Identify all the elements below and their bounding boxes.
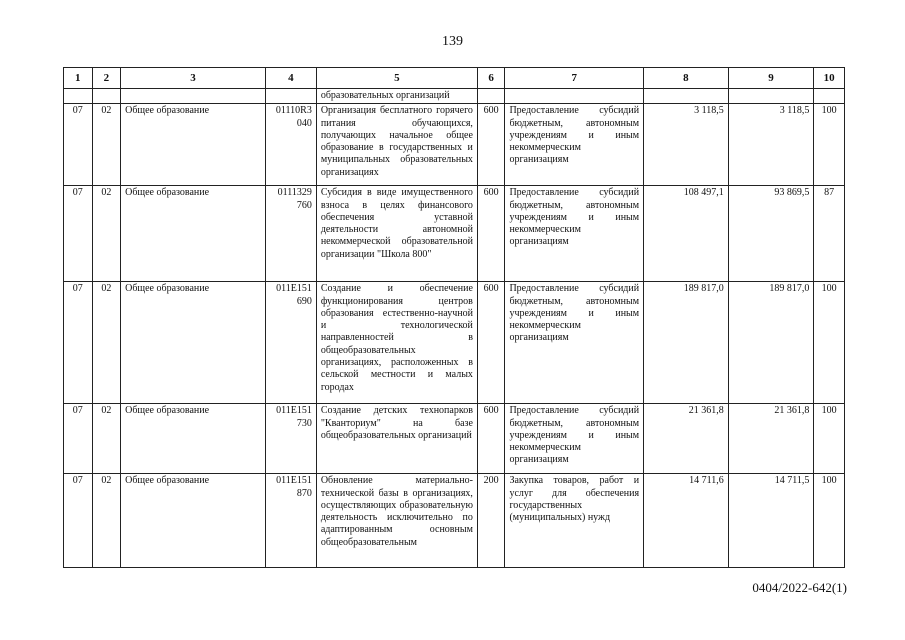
subsection-code: 02 bbox=[92, 474, 121, 568]
table-cell bbox=[644, 89, 729, 104]
section-name: Общее образование bbox=[121, 474, 266, 568]
column-header: 2 bbox=[92, 68, 121, 89]
execution-percent: 100 bbox=[814, 474, 845, 568]
target-name: Организация бесплатного горячего питания обучающихся, получающих начальное общее образование в государственных и муниципальных образовательных организациях bbox=[316, 104, 477, 186]
target-name: Создание детских технопарков "Кванториум" на базе общеобразовательных организаций bbox=[316, 404, 477, 474]
target-code: 0111329 760 bbox=[265, 186, 316, 282]
planned-amount: 21 361,8 bbox=[644, 404, 729, 474]
page-number: 139 bbox=[442, 34, 463, 49]
table-row bbox=[64, 404, 845, 474]
section-name: Общее образование bbox=[121, 186, 266, 282]
subsection-code: 02 bbox=[92, 282, 121, 404]
section-code: 07 bbox=[64, 404, 93, 474]
table-cell bbox=[505, 89, 644, 104]
target-code: 011E151 870 bbox=[265, 474, 316, 568]
expense-type-code: 600 bbox=[477, 186, 505, 282]
continuation-row bbox=[64, 89, 845, 104]
budget-table bbox=[63, 67, 845, 568]
column-header: 6 bbox=[477, 68, 505, 89]
section-name: Общее образование bbox=[121, 282, 266, 404]
column-header: 7 bbox=[505, 68, 644, 89]
expense-type-code: 200 bbox=[477, 474, 505, 568]
execution-percent: 87 bbox=[814, 186, 845, 282]
table-cell: образовательных организаций bbox=[316, 89, 477, 104]
table-cell bbox=[92, 89, 121, 104]
target-name: Создание и обеспечение функционирования центров образования естественно-научной и технологической направленностей в общеобразовательных организациях, расположенных в сельской местности и малых городах bbox=[316, 282, 477, 404]
table-cell bbox=[121, 89, 266, 104]
column-header: 4 bbox=[265, 68, 316, 89]
table-cell bbox=[477, 89, 505, 104]
column-header: 10 bbox=[814, 68, 845, 89]
subsection-code: 02 bbox=[92, 104, 121, 186]
column-header: 1 bbox=[64, 68, 93, 89]
expense-type-name: Закупка товаров, работ и услуг для обеспечения государственных (муниципальных) нужд bbox=[505, 474, 644, 568]
section-code: 07 bbox=[64, 104, 93, 186]
column-header: 8 bbox=[644, 68, 729, 89]
column-header: 3 bbox=[121, 68, 266, 89]
section-name: Общее образование bbox=[121, 404, 266, 474]
column-header: 9 bbox=[728, 68, 814, 89]
section-code: 07 bbox=[64, 186, 93, 282]
subsection-code: 02 bbox=[92, 404, 121, 474]
column-header: 5 bbox=[316, 68, 477, 89]
table-cell bbox=[265, 89, 316, 104]
table-cell bbox=[728, 89, 814, 104]
expense-type-name: Предоставление субсидий бюджетным, автономным учреждениям и иным некоммерческим организациям bbox=[505, 404, 644, 474]
execution-percent: 100 bbox=[814, 404, 845, 474]
section-code: 07 bbox=[64, 474, 93, 568]
execution-percent: 100 bbox=[814, 282, 845, 404]
table-row bbox=[64, 282, 845, 404]
target-name: Субсидия в виде имущественного взноса в целях финансового обеспечения уставной деятельности автономной некоммерческой образовательной организации "Школа 800" bbox=[316, 186, 477, 282]
table-row bbox=[64, 104, 845, 186]
table-row bbox=[64, 186, 845, 282]
expense-type-name: Предоставление субсидий бюджетным, автономным учреждениям и иным некоммерческим организациям bbox=[505, 186, 644, 282]
expense-type-code: 600 bbox=[477, 404, 505, 474]
table-cell bbox=[64, 89, 93, 104]
actual-amount: 93 869,5 bbox=[728, 186, 814, 282]
document-id: 0404/2022-642(1) bbox=[752, 580, 847, 595]
expense-type-name: Предоставление субсидий бюджетным, автономным учреждениям и иным некоммерческим организациям bbox=[505, 104, 644, 186]
target-code: 01110R3 040 bbox=[265, 104, 316, 186]
execution-percent: 100 bbox=[814, 104, 845, 186]
actual-amount: 189 817,0 bbox=[728, 282, 814, 404]
expense-type-code: 600 bbox=[477, 282, 505, 404]
planned-amount: 3 118,5 bbox=[644, 104, 729, 186]
planned-amount: 14 711,6 bbox=[644, 474, 729, 568]
actual-amount: 3 118,5 bbox=[728, 104, 814, 186]
expense-type-name: Предоставление субсидий бюджетным, автономным учреждениям и иным некоммерческим организациям bbox=[505, 282, 644, 404]
target-code: 011E151 730 bbox=[265, 404, 316, 474]
planned-amount: 108 497,1 bbox=[644, 186, 729, 282]
section-code: 07 bbox=[64, 282, 93, 404]
table-row bbox=[64, 474, 845, 568]
target-name: Обновление материально-технической базы в организациях, осуществляющих образовательную деятельность исключительно по адаптированным основным общеобразовательным bbox=[316, 474, 477, 568]
actual-amount: 14 711,5 bbox=[728, 474, 814, 568]
planned-amount: 189 817,0 bbox=[644, 282, 729, 404]
header-row bbox=[64, 68, 845, 89]
subsection-code: 02 bbox=[92, 186, 121, 282]
target-code: 011E151 690 bbox=[265, 282, 316, 404]
section-name: Общее образование bbox=[121, 104, 266, 186]
table-cell bbox=[814, 89, 845, 104]
actual-amount: 21 361,8 bbox=[728, 404, 814, 474]
expense-type-code: 600 bbox=[477, 104, 505, 186]
